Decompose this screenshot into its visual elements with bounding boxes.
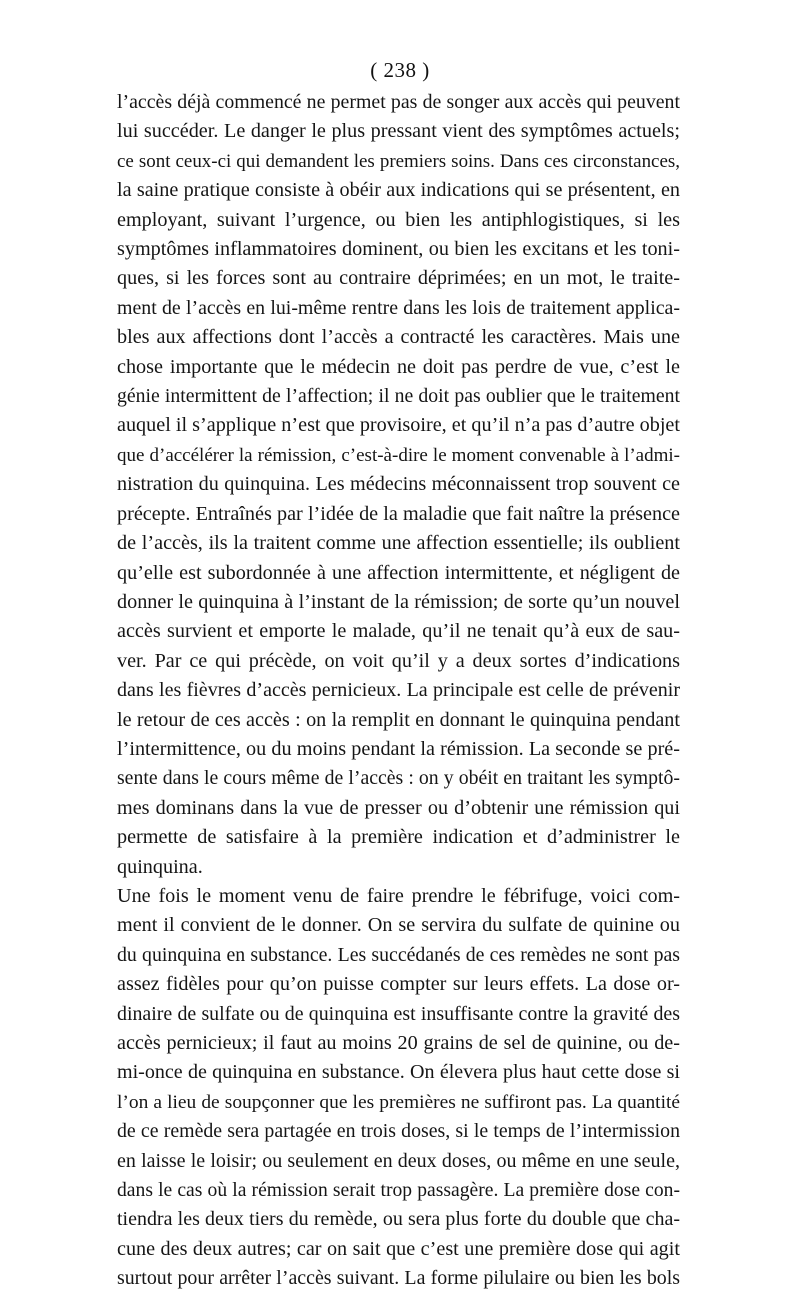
text-line: surtout pour arrêter l’accès suivant. La forme pilulaire ou bien les bols [117, 1267, 680, 1290]
body-text [117, 88, 680, 1294]
text-line: mes dominans dans la vue de presser ou d’obtenir une rémission qui [117, 796, 680, 819]
text-line: l’on a lieu de soupçonner que les premières ne suffiront pas. La quantité [117, 1091, 680, 1113]
paragraph-1 [117, 88, 680, 882]
text-line: dans les fièvres d’accès pernicieux. La principale est celle de prévenir [117, 679, 680, 702]
text-line: qu’elle est subordonnée à une affection intermittente, et négligent de [117, 561, 680, 584]
paragraph-2 [117, 882, 680, 1294]
text-line: dans le cas où la rémission serait trop passagère. La première dose con- [117, 1180, 680, 1202]
text-line: ce sont ceux-ci qui demandent les premiers soins. Dans ces circonstances, [117, 150, 680, 172]
text-line: employant, suivant l’urgence, ou bien les antiphlogistiques, si les [117, 208, 680, 231]
text-line: de ce remède sera partagée en trois doses, si le temps de l’intermission [117, 1120, 680, 1143]
text-line: génie intermittent de l’affection; il ne doit pas oublier que le traitement [117, 385, 680, 408]
text-line: chose importante que le médecin ne doit pas perdre de vue, c’est le [117, 355, 680, 378]
text-line: Une fois le moment venu de faire prendre le fébrifuge, voici com- [117, 884, 680, 907]
text-line: symptômes inflammatoires dominent, ou bien les excitans et les toni- [117, 238, 680, 261]
text-line: accès survient et emporte le malade, qu’il ne tenait qu’à eux de sau- [117, 620, 680, 643]
text-line: permette de satisfaire à la première indication et d’administrer le [117, 826, 680, 849]
text-line: l’accès déjà commencé ne permet pas de songer aux accès qui peuvent [117, 91, 680, 113]
text-line: bles aux affections dont l’accès a contracté les caractères. Mais une [117, 326, 680, 349]
text-line: ment de l’accès en lui-même rentre dans les lois de traitement applica- [117, 296, 680, 319]
text-line: précepte. Entraînés par l’idée de la maladie que fait naître la présence [117, 502, 680, 525]
text-line: assez fidèles pour qu’on puisse compter sur leurs effets. La dose or- [117, 973, 680, 996]
text-line: auquel il s’applique n’est que provisoire, et qu’il n’a pas d’autre objet [117, 414, 680, 437]
text-line: tiendra les deux tiers du remède, ou sera plus forte du double que cha- [117, 1208, 680, 1231]
text-line: en laisse le loisir; ou seulement en deux doses, ou même en une seule, [117, 1149, 680, 1172]
text-line: que d’accélérer la rémission, c’est-à-dire le moment convenable à l’admi- [117, 444, 680, 466]
text-line: l’intermittence, ou du moins pendant la rémission. La seconde se pré- [117, 737, 680, 760]
text-line: donner le quinquina à l’instant de la rémission; de sorte qu’un nouvel [117, 590, 680, 613]
text-line: ver. Par ce qui précède, on voit qu’il y a deux sortes d’indications [117, 649, 680, 672]
text-line: ment il convient de le donner. On se servira du sulfate de quinine ou [117, 914, 680, 937]
text-line: mi-once de quinquina en substance. On élevera plus haut cette dose si [117, 1061, 680, 1084]
text-line: cune des deux autres; car on sait que c’est une première dose qui agit [117, 1237, 680, 1260]
text-line: accès pernicieux; il faut au moins 20 grains de sel de quinine, ou de- [117, 1032, 680, 1054]
text-line: de l’accès, ils la traitent comme une affection essentielle; ils oublient [117, 532, 680, 555]
text-line: sente dans le cours même de l’accès : on y obéit en traitant les symptô- [117, 767, 680, 790]
text-line: dinaire de sulfate ou de quinquina est insuffisante contre la gravité des [117, 1002, 680, 1025]
text-line: du quinquina en substance. Les succédanés de ces remèdes ne sont pas [117, 943, 680, 966]
text-line: lui succéder. Le danger le plus pressant vient des symptômes actuels; [117, 120, 680, 143]
text-line: quinquina. [117, 855, 203, 878]
text-line: ques, si les forces sont au contraire déprimées; en un mot, le traite- [117, 267, 680, 290]
text-line: nistration du quinquina. Les médecins méconnaissent trop souvent ce [117, 473, 680, 496]
page-number: ( 238 ) [370, 58, 430, 82]
text-line: le retour de ces accès : on la remplit en donnant le quinquina pendant [117, 708, 680, 731]
text-line: la saine pratique consiste à obéir aux indications qui se présentent, en [117, 179, 680, 202]
